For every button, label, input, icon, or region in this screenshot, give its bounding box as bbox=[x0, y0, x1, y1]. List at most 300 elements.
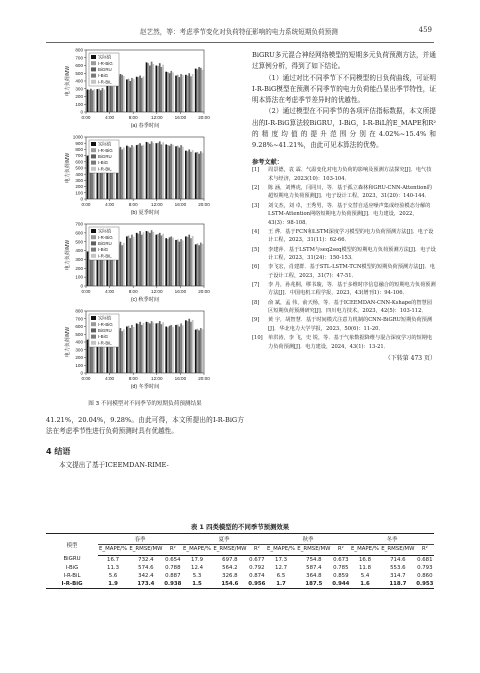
bar bbox=[161, 67, 163, 112]
bar bbox=[172, 145, 174, 199]
bar bbox=[180, 145, 182, 199]
reference-text: 王 烨．基于FCN和LSTM深度学习模型的电力负荷预测方法[J]．电子设计工程，2023，31(11)：62-66． bbox=[268, 228, 434, 244]
legend-swatch bbox=[91, 80, 96, 84]
x-tick-label: 16:00 bbox=[174, 115, 187, 120]
bar bbox=[131, 78, 133, 112]
table-cell: 1.9 bbox=[98, 580, 128, 589]
legend-swatch bbox=[91, 254, 96, 258]
bar bbox=[129, 148, 131, 199]
bar bbox=[120, 74, 122, 112]
bar bbox=[147, 232, 149, 286]
bar bbox=[192, 150, 194, 199]
reference-number: [9] bbox=[252, 317, 260, 324]
bar bbox=[141, 78, 143, 112]
bar bbox=[198, 154, 200, 199]
model-name: I-R-BiG bbox=[46, 580, 98, 589]
bar bbox=[198, 245, 200, 286]
table-cell: 6.5 bbox=[276, 572, 286, 579]
legend-label: I-BiG bbox=[98, 334, 109, 340]
season-winter-header: 冬季 bbox=[350, 534, 434, 545]
metric-header: E_MAPE/% bbox=[266, 545, 296, 556]
bar bbox=[151, 230, 153, 286]
bar bbox=[165, 72, 167, 112]
bar bbox=[159, 321, 161, 373]
bar bbox=[195, 330, 197, 373]
table-cell: 754.8 bbox=[306, 556, 322, 563]
legend-swatch bbox=[91, 241, 96, 245]
bar bbox=[202, 153, 204, 199]
bar bbox=[110, 84, 112, 112]
bar bbox=[192, 320, 194, 373]
reference-text: 单洪涛，李 飞，史 锐，等．基于气象数据降维与混合深度学习的短期电力负荷预测[J]．电力建设，2024，43(1)：13-21． bbox=[268, 334, 433, 350]
bar bbox=[131, 325, 133, 373]
bar bbox=[136, 233, 138, 286]
y-tick-label: 700 bbox=[75, 55, 83, 61]
legend-swatch bbox=[91, 67, 96, 71]
bar bbox=[185, 320, 187, 373]
y-tick-label: 400 bbox=[75, 78, 83, 84]
x-tick-label: 12:00 bbox=[151, 289, 163, 294]
bar bbox=[123, 148, 125, 199]
x-tick-label: 12:00 bbox=[151, 202, 163, 207]
bar bbox=[146, 62, 148, 112]
y-tick-label: 100 bbox=[75, 362, 83, 368]
bar bbox=[195, 244, 197, 286]
table-cell: 0.956 bbox=[248, 580, 266, 587]
bar bbox=[177, 325, 179, 373]
chart-subtitle: (d) 冬季时间 bbox=[130, 384, 160, 390]
reference-text: 李 丹，孙兆桐，缪书璇，等．基于多维时序信息融合的短期电力负荷预测方法[J]．中国电机工程学报，2023，43(增刊1)：94-106． bbox=[268, 281, 436, 297]
bar bbox=[100, 90, 102, 112]
bar bbox=[170, 236, 172, 286]
bar bbox=[185, 151, 187, 199]
bar bbox=[113, 85, 115, 112]
reference-item bbox=[252, 166, 436, 183]
bar bbox=[161, 144, 163, 199]
table-cell: 0.938 bbox=[164, 580, 182, 587]
bar bbox=[141, 325, 143, 373]
legend-swatch bbox=[91, 235, 96, 239]
bar bbox=[120, 328, 122, 373]
reference-number: [10] bbox=[252, 334, 263, 341]
table-cell: 0.654 bbox=[165, 556, 181, 563]
table-cell: 574.6 bbox=[138, 564, 154, 571]
bar bbox=[128, 236, 130, 286]
legend-swatch bbox=[91, 161, 96, 165]
bar bbox=[136, 77, 138, 112]
bar bbox=[141, 235, 143, 286]
bar bbox=[121, 245, 123, 286]
conclusion-point-2: （2）通过模型在不同季节的各项评估指标数据，本文所提出的I-R-BiG算法较BiGRU，I-BiG，I-R-BiL的E_MAPE和R²的精度均值的提升范围分别在4.02%~15.4%和9.28%~41.21%，由此可见本算法的优势。 bbox=[252, 107, 436, 150]
y-tick-label: 800 bbox=[75, 147, 83, 152]
results-table bbox=[46, 533, 434, 589]
bar bbox=[202, 244, 204, 286]
table-cell: 5.3 bbox=[192, 572, 202, 579]
bar bbox=[162, 142, 164, 199]
bar bbox=[182, 75, 184, 112]
x-tick-label: 8:00 bbox=[128, 376, 138, 381]
x-tick-label: 4:00 bbox=[105, 115, 115, 120]
bar bbox=[149, 144, 151, 199]
reference-item bbox=[252, 184, 436, 201]
bar bbox=[152, 143, 154, 199]
y-tick-label: 500 bbox=[75, 165, 83, 171]
bar bbox=[138, 324, 140, 373]
bar bbox=[128, 146, 130, 199]
y-tick-label: 300 bbox=[75, 257, 83, 263]
bar bbox=[93, 89, 95, 112]
bar bbox=[190, 76, 192, 112]
table-cell: 0.859 bbox=[333, 572, 349, 579]
table-cell: 0.874 bbox=[249, 572, 265, 579]
legend-swatch bbox=[91, 74, 96, 78]
bar bbox=[143, 76, 145, 112]
chart-subtitle: (a) 春季时间 bbox=[130, 123, 160, 129]
bar bbox=[195, 153, 197, 200]
x-tick-label: 12:00 bbox=[151, 115, 163, 120]
y-tick-label: 700 bbox=[75, 221, 83, 227]
bar bbox=[156, 66, 158, 113]
reference-text: 刘文杰，刘 卓，王秀男，等．基于交替自适应噪声集成经验模态分解的LSTM-Attention网络短期电力负荷预测[J]．电力建设，2022，43(3)：98-108． bbox=[268, 202, 431, 226]
bar bbox=[87, 90, 89, 112]
y-axis-label: 电力负荷/MW bbox=[65, 326, 71, 358]
chart-winter bbox=[46, 307, 244, 394]
legend-label: I-BiG bbox=[98, 73, 109, 79]
bar bbox=[141, 146, 143, 199]
bar bbox=[180, 323, 182, 373]
y-axis-label: 电力负荷/MW bbox=[65, 65, 71, 97]
legend-label: 实际值 bbox=[98, 315, 112, 321]
bar bbox=[165, 144, 167, 199]
legend-swatch bbox=[91, 154, 96, 158]
x-tick-label: 20:00 bbox=[198, 289, 210, 294]
legend-swatch bbox=[91, 229, 96, 233]
conclusion-paragraph: 本文提出了基于ICEEMDAN-RIME- bbox=[59, 460, 169, 469]
bar bbox=[182, 147, 184, 199]
x-tick-label: 8:00 bbox=[128, 202, 138, 207]
legend-swatch bbox=[91, 55, 96, 59]
reference-number: [8] bbox=[252, 299, 260, 306]
legend-label: I-R-BiG bbox=[98, 147, 113, 153]
bar bbox=[179, 77, 181, 112]
model-name: I-R-BiL bbox=[63, 572, 81, 579]
bar bbox=[138, 144, 140, 199]
metric-header: E_MAPE/% bbox=[182, 545, 212, 556]
table-cell: 0.677 bbox=[249, 556, 265, 563]
right-column bbox=[252, 50, 436, 362]
bar bbox=[88, 90, 90, 112]
bar bbox=[149, 66, 151, 113]
bar bbox=[165, 327, 167, 374]
metric-header: E_RMSE/MW bbox=[128, 545, 164, 556]
bar bbox=[120, 242, 122, 286]
bar bbox=[200, 243, 202, 286]
bar bbox=[188, 73, 190, 112]
table-cell: 0.792 bbox=[249, 564, 265, 571]
x-tick-label: 0:00 bbox=[81, 202, 91, 207]
bar bbox=[98, 89, 100, 112]
bar bbox=[97, 89, 99, 112]
legend-label: BiGRU bbox=[98, 154, 112, 159]
bar bbox=[177, 75, 179, 112]
bar bbox=[161, 324, 163, 373]
bar bbox=[87, 156, 89, 199]
y-tick-label: 300 bbox=[75, 347, 83, 353]
reference-text: 黄 宇，胡智慧．基于时间模式注意力机制的CNN-BiGRU短期负荷预测[J]．华北电力大学学报，2023，50(6)：11-20． bbox=[268, 317, 433, 332]
bar bbox=[159, 233, 161, 286]
bar bbox=[121, 331, 123, 373]
table-cell: 16.8 bbox=[359, 556, 372, 563]
metric-header: E_RMSE/MW bbox=[296, 545, 332, 556]
legend-swatch bbox=[91, 167, 96, 171]
metric-header: E_RMSE/MW bbox=[380, 545, 416, 556]
references-heading: 参考文献： bbox=[252, 158, 283, 166]
bar bbox=[167, 327, 169, 373]
continued-note: （下转第 473 页） bbox=[384, 355, 436, 363]
bar bbox=[92, 90, 94, 112]
bar bbox=[143, 323, 145, 373]
x-tick-label: 16:00 bbox=[174, 376, 187, 381]
legend-label: I-R-BiL bbox=[98, 340, 112, 346]
legend-label: I-R-BiL bbox=[98, 166, 112, 172]
y-tick-label: 0 bbox=[80, 283, 83, 289]
x-tick-label: 4:00 bbox=[105, 289, 115, 294]
metric-header: R² bbox=[332, 545, 350, 556]
bar bbox=[149, 323, 151, 373]
bar bbox=[139, 76, 141, 112]
legend-label: I-R-BiL bbox=[98, 79, 112, 85]
y-tick-label: 400 bbox=[75, 339, 83, 345]
bar bbox=[156, 143, 158, 199]
legend-swatch bbox=[91, 341, 96, 345]
metric-header: E_RMSE/MW bbox=[212, 545, 248, 556]
table-cell: 0.944 bbox=[332, 580, 350, 587]
bar bbox=[187, 151, 189, 199]
bar bbox=[159, 141, 161, 199]
bar bbox=[200, 68, 202, 112]
bar bbox=[161, 236, 163, 286]
y-tick-label: 200 bbox=[75, 94, 83, 100]
bar bbox=[185, 75, 187, 112]
legend-label: I-R-BiL bbox=[98, 253, 112, 259]
bar bbox=[202, 70, 204, 112]
reference-number: [6] bbox=[252, 264, 260, 271]
table-cell: 564.2 bbox=[222, 564, 238, 571]
method-paragraph: BiGRU多元混合神经网络模型的短期多元负荷预测方法，并通过算例分析，得到了如下结论。 bbox=[252, 51, 436, 71]
model-name: BiGRU bbox=[63, 556, 81, 563]
bar bbox=[131, 235, 133, 286]
bar bbox=[128, 79, 130, 112]
page-number: 459 bbox=[418, 26, 432, 34]
bar bbox=[128, 326, 130, 373]
legend-swatch bbox=[91, 61, 96, 65]
table-cell: 314.7 bbox=[390, 572, 406, 579]
table-cell: 0.785 bbox=[333, 564, 349, 571]
table-cell: 0.953 bbox=[416, 580, 434, 587]
legend-swatch bbox=[91, 322, 96, 326]
bar bbox=[156, 235, 158, 286]
references-list bbox=[252, 166, 436, 351]
bar bbox=[197, 329, 199, 373]
legend-swatch bbox=[91, 142, 96, 146]
bar bbox=[182, 325, 184, 373]
result-paragraph: 41.21%，20.04%，9.28%。由此可得，本文所提出的I-R-BiG方法在考虑季节性进行负荷预测时具有优越性。 bbox=[46, 416, 244, 436]
table-cell: 0.673 bbox=[333, 556, 349, 563]
bar bbox=[187, 237, 189, 286]
x-tick-label: 20:00 bbox=[198, 376, 210, 381]
y-tick-label: 100 bbox=[75, 101, 83, 107]
bar bbox=[169, 237, 171, 286]
table-cell: 11.8 bbox=[359, 564, 372, 571]
table-cell: 17.9 bbox=[191, 556, 204, 563]
y-tick-label: 100 bbox=[75, 274, 83, 280]
bar bbox=[170, 325, 172, 373]
y-axis-label: 电力负荷/MW bbox=[65, 239, 71, 271]
legend-swatch bbox=[91, 335, 96, 339]
legend-swatch bbox=[91, 316, 96, 320]
conclusion-point-1: （1）通过对比不同季节下不同模型的日负荷曲线，可证明I-R-BiG模型在预测不同季节的电力负荷能凸显出季节特性，证明本算法在考虑季节差异时的优越性。 bbox=[252, 73, 436, 105]
reference-text: 周景德，袁 霖．气温变化对电力负荷的影响及预测方法探究[J]．电气技术与经济，2023(10)：103-104． bbox=[268, 167, 432, 182]
legend-label: BiGRU bbox=[98, 241, 112, 246]
y-tick-label: 1000 bbox=[72, 134, 83, 140]
bar bbox=[197, 69, 199, 112]
header-rule bbox=[46, 42, 434, 43]
bar bbox=[139, 231, 141, 286]
bar bbox=[133, 237, 135, 286]
y-tick-label: 500 bbox=[75, 239, 83, 245]
reference-text: 俞 斌，孟 伟，俞天杨，等．基于ICEEMDAN-CNN-Kshape的智慧园区短期负荷预测研究[J]．四川电力技术，2023，42(5)：103-112． bbox=[268, 299, 432, 315]
table-cell: 0.887 bbox=[165, 572, 181, 579]
table-cell: 1.6 bbox=[350, 580, 380, 589]
bar bbox=[177, 146, 179, 199]
x-tick-label: 0:00 bbox=[81, 115, 91, 120]
table-cell: 587.4 bbox=[306, 564, 322, 571]
table-cell: 187.5 bbox=[296, 580, 332, 589]
y-axis-label: 电力负荷/MW bbox=[65, 152, 71, 184]
bar bbox=[198, 67, 200, 112]
table-cell: 553.6 bbox=[390, 564, 406, 571]
table-row bbox=[46, 555, 434, 564]
table-cell: 697.8 bbox=[222, 556, 238, 563]
legend-swatch bbox=[91, 248, 96, 252]
reference-item bbox=[252, 263, 436, 280]
bar bbox=[146, 142, 148, 199]
legend-label: I-R-BiG bbox=[98, 234, 113, 240]
y-tick-label: 800 bbox=[75, 47, 83, 53]
bar bbox=[138, 234, 140, 286]
bar bbox=[192, 236, 194, 286]
chart-summer bbox=[46, 133, 244, 220]
bar bbox=[169, 73, 171, 112]
bar bbox=[129, 328, 131, 373]
reference-item bbox=[252, 316, 436, 333]
y-tick-label: 600 bbox=[75, 159, 83, 165]
table-row bbox=[46, 572, 434, 580]
bar bbox=[156, 323, 158, 373]
bar bbox=[200, 151, 202, 199]
left-column bbox=[46, 46, 244, 471]
bar bbox=[175, 325, 177, 373]
legend-label: 实际值 bbox=[98, 54, 112, 60]
table-cell: 1.7 bbox=[266, 580, 296, 589]
bar bbox=[123, 329, 125, 373]
reference-number: [2] bbox=[252, 184, 260, 191]
bar bbox=[162, 234, 164, 286]
bar bbox=[152, 232, 154, 286]
bar bbox=[190, 238, 192, 286]
bar bbox=[200, 328, 202, 373]
legend-label: BiGRU bbox=[98, 328, 112, 333]
y-tick-label: 600 bbox=[75, 324, 83, 330]
season-summer-header: 夏季 bbox=[182, 534, 266, 545]
bar bbox=[188, 149, 190, 199]
bar bbox=[90, 89, 92, 112]
bar bbox=[129, 238, 131, 286]
reference-number: [4] bbox=[252, 228, 260, 235]
reference-item bbox=[252, 202, 436, 228]
bar bbox=[198, 330, 200, 373]
bar bbox=[126, 236, 128, 286]
legend-label: 实际值 bbox=[98, 141, 112, 147]
running-title: 赵艺然，等：考虑季节变化对负荷特征影响的电力系统短期负荷预测 bbox=[140, 28, 338, 36]
bar bbox=[167, 239, 169, 286]
bar bbox=[169, 326, 171, 373]
x-tick-label: 8:00 bbox=[128, 115, 138, 120]
bar bbox=[152, 323, 154, 373]
table-cell: 0.860 bbox=[417, 572, 433, 579]
bar bbox=[162, 65, 164, 112]
bar bbox=[149, 233, 151, 286]
bar bbox=[133, 147, 135, 199]
bar bbox=[188, 319, 190, 373]
y-tick-label: 300 bbox=[75, 86, 83, 92]
y-tick-label: 400 bbox=[75, 248, 83, 254]
bar bbox=[126, 146, 128, 199]
y-tick-label: 200 bbox=[75, 265, 83, 271]
legend-label: I-R-BiG bbox=[98, 60, 113, 66]
bar bbox=[87, 340, 89, 373]
y-tick-label: 400 bbox=[75, 171, 83, 177]
x-tick-label: 16:00 bbox=[174, 289, 187, 294]
bar bbox=[187, 321, 189, 373]
y-tick-label: 500 bbox=[75, 331, 83, 337]
reference-text: 陈 涵，刘博虎，闫同川，等．基于孤立森林和GRU-CNN-Attention的超短期电力负荷预测[J]．电子设计工程，2023，31(20)：140-144． bbox=[268, 184, 432, 200]
metric-header: R² bbox=[416, 545, 434, 556]
table-row bbox=[46, 564, 434, 572]
bar bbox=[121, 75, 123, 112]
bar bbox=[136, 145, 138, 199]
metric-header: R² bbox=[248, 545, 266, 556]
bar bbox=[190, 152, 192, 199]
bar bbox=[103, 90, 105, 112]
y-tick-label: 900 bbox=[75, 140, 83, 146]
bar bbox=[172, 72, 174, 112]
table-cell: 154.6 bbox=[212, 580, 248, 589]
bar bbox=[180, 239, 182, 286]
table-cell: 326.8 bbox=[222, 572, 238, 579]
season-autumn-header: 秋季 bbox=[266, 534, 350, 545]
table-cell: 0.793 bbox=[417, 564, 433, 571]
bar bbox=[167, 72, 169, 112]
reference-item bbox=[252, 334, 436, 351]
bar bbox=[157, 234, 159, 286]
bar bbox=[179, 327, 181, 374]
bar bbox=[152, 64, 154, 112]
model-column-header: 模型 bbox=[46, 534, 98, 556]
bar bbox=[139, 143, 141, 199]
bar bbox=[147, 63, 149, 112]
chart-subtitle: (b) 夏季时间 bbox=[130, 210, 160, 216]
